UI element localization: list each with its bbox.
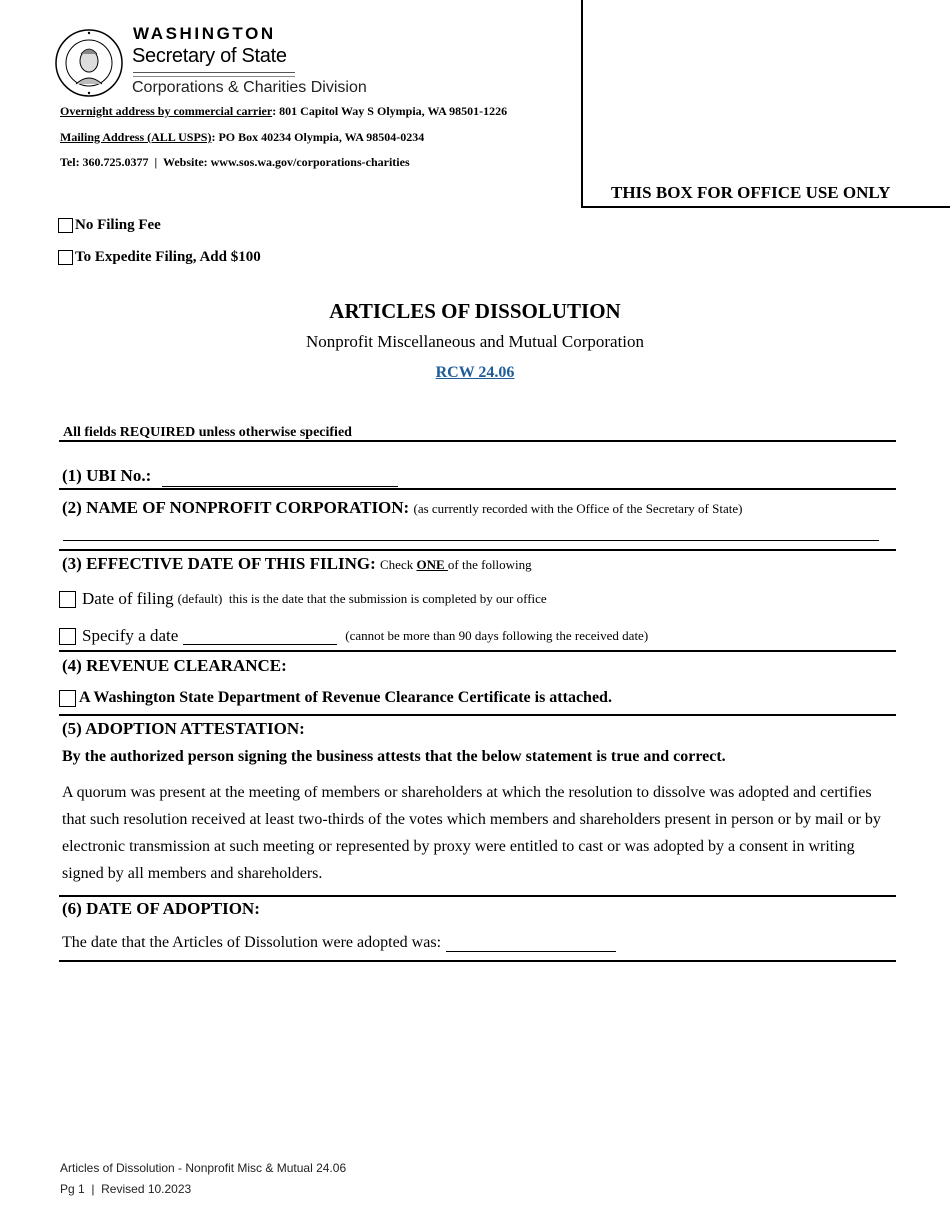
- attestation-paragraph: A quorum was present at the meeting of members or shareholders at which the resolution to dissolve was adopted and certifies that such resolution received at least two-thirds of the votes which members and shareholders present in person or by mail or by electronic transmission at such meeting or represented by proxy were entitled to cast or was adopted by a consent in writing signed by all members and shareholders.: [62, 784, 881, 882]
- office-use-box: [581, 0, 950, 208]
- revenue-clearance-text: A Washington State Department of Revenue Clearance Certificate is attached.: [79, 689, 612, 706]
- mailing-address: [60, 130, 424, 145]
- date-of-filing-checkbox[interactable]: [59, 591, 76, 608]
- overnight-label: Overnight address by commercial carrier: [60, 104, 273, 118]
- revenue-clearance-option[interactable]: [59, 689, 612, 707]
- ubi-label: (1) UBI No.:: [62, 466, 152, 485]
- adoption-date-input[interactable]: [446, 935, 616, 952]
- section-divider: [59, 650, 896, 652]
- revenue-clearance-label: (4) REVENUE CLEARANCE:: [62, 656, 287, 675]
- instruction-prefix: Check: [380, 557, 417, 572]
- name-input[interactable]: [63, 540, 879, 541]
- ubi-input[interactable]: [162, 466, 398, 487]
- form-subtitle: Nonprofit Miscellaneous and Mutual Corporation: [305, 332, 645, 351]
- effective-date-instruction: [380, 557, 532, 572]
- effective-date-label: (3) EFFECTIVE DATE OF THIS FILING:: [62, 554, 376, 573]
- section-divider: [59, 549, 896, 551]
- expedite-option[interactable]: [58, 249, 261, 266]
- divider: [133, 72, 295, 73]
- no-filing-fee-label: No Filing Fee: [75, 217, 161, 233]
- section-divider: [59, 440, 896, 442]
- division-name: Corporations & Charities Division: [132, 79, 367, 96]
- attestation-statement: By the authorized person signing the business attests that the below statement is true and correct.: [62, 748, 726, 765]
- specify-date-input[interactable]: [183, 628, 337, 645]
- expedite-label: To Expedite Filing, Add $100: [75, 249, 261, 265]
- no-filing-fee-checkbox[interactable]: [58, 218, 73, 233]
- divider: [133, 76, 295, 77]
- form-title: ARTICLES OF DISSOLUTION: [329, 299, 621, 323]
- section-divider: [59, 714, 896, 716]
- ubi-section: [62, 466, 398, 487]
- specify-date-note: (cannot be more than 90 days following the received date): [345, 628, 649, 643]
- washington-state-seal: [54, 28, 124, 98]
- specify-date-option[interactable]: [59, 626, 648, 646]
- adoption-date-label: (6) DATE OF ADOPTION:: [62, 899, 260, 918]
- mailing-value: : PO Box 40234 Olympia, WA 98504-0234: [211, 130, 425, 144]
- date-of-filing-option[interactable]: [59, 589, 547, 609]
- date-of-filing-label: Date of filing: [82, 589, 174, 608]
- overnight-address: [60, 104, 507, 119]
- adoption-date-sentence: The date that the Articles of Dissolution were adopted was:: [62, 934, 442, 951]
- name-section: [62, 498, 742, 518]
- section-divider: [59, 895, 896, 897]
- date-of-filing-note: (default) this is the date that the submission is completed by our office: [177, 591, 547, 606]
- no-filing-fee-option[interactable]: [58, 217, 161, 234]
- name-label: (2) NAME OF NONPROFIT CORPORATION:: [62, 498, 410, 517]
- overnight-value: : 801 Capitol Way S Olympia, WA 98501-1226: [272, 104, 508, 118]
- specify-date-label: Specify a date: [82, 626, 179, 645]
- instruction-suffix: of the following: [447, 557, 532, 572]
- specify-date-checkbox[interactable]: [59, 628, 76, 645]
- effective-date-section: [62, 554, 532, 574]
- adoption-date-line: [62, 934, 616, 952]
- name-note: (as currently recorded with the Office of the Secretary of State): [413, 501, 743, 516]
- expedite-checkbox[interactable]: [58, 250, 73, 265]
- section-divider: [59, 488, 896, 490]
- required-note: All fields REQUIRED unless otherwise specified: [63, 425, 352, 440]
- footer-form-name: Articles of Dissolution - Nonprofit Misc & Mutual 24.06: [60, 1161, 347, 1175]
- org-subtitle: Secretary of State: [132, 45, 287, 67]
- contact-line: Tel: 360.725.0377 | Website: www.sos.wa.gov/corporations-charities: [60, 155, 410, 169]
- office-use-label: THIS BOX FOR OFFICE USE ONLY: [611, 183, 891, 202]
- section-divider: [59, 960, 896, 962]
- org-title: WASHINGTON: [133, 24, 276, 43]
- instruction-emphasis: ONE: [416, 557, 448, 572]
- rcw-link[interactable]: RCW 24.06: [435, 364, 515, 381]
- attestation-label: (5) ADOPTION ATTESTATION:: [62, 719, 305, 738]
- mailing-label: Mailing Address (ALL USPS): [60, 130, 212, 144]
- footer-page-info: Pg 1 | Revised 10.2023: [60, 1182, 192, 1196]
- revenue-clearance-checkbox[interactable]: [59, 690, 76, 707]
